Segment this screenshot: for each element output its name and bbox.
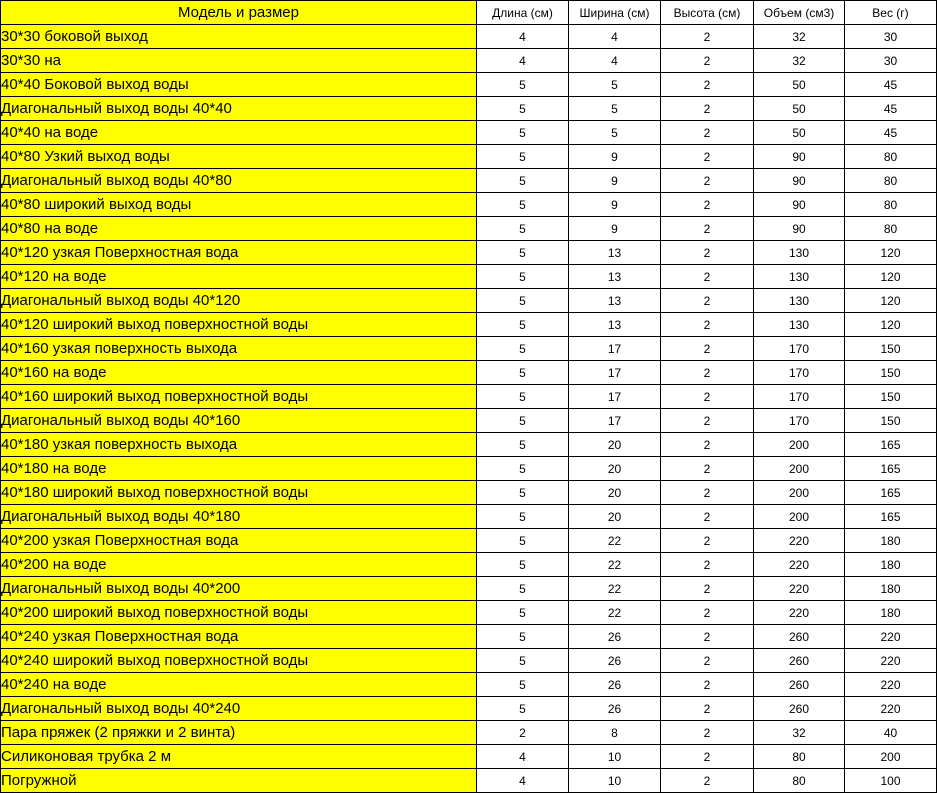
cell-model: 40*40 Боковой выход воды [1,73,477,97]
table-row [1,241,937,265]
cell-model: Диагональный выход воды 40*160 [1,409,477,433]
table-row [1,529,937,553]
cell-height: 2 [661,601,754,625]
header-width: Ширина (см) [569,1,661,25]
cell-model: Диагональный выход воды 40*200 [1,577,477,601]
cell-length: 5 [477,529,569,553]
cell-height: 2 [661,409,754,433]
cell-volume: 200 [754,457,845,481]
cell-width: 20 [569,505,661,529]
cell-volume: 130 [754,265,845,289]
cell-model: Диагональный выход воды 40*80 [1,169,477,193]
cell-volume: 260 [754,649,845,673]
cell-length: 5 [477,337,569,361]
cell-width: 17 [569,409,661,433]
cell-volume: 50 [754,97,845,121]
cell-model: 40*240 узкая Поверхностная вода [1,625,477,649]
cell-weight: 180 [845,553,937,577]
cell-volume: 220 [754,553,845,577]
cell-model: 40*180 широкий выход поверхностной воды [1,481,477,505]
cell-width: 13 [569,265,661,289]
cell-length: 5 [477,313,569,337]
cell-volume: 260 [754,673,845,697]
cell-weight: 30 [845,49,937,73]
cell-width: 13 [569,289,661,313]
cell-volume: 90 [754,217,845,241]
cell-width: 26 [569,697,661,721]
cell-width: 26 [569,625,661,649]
table-row [1,193,937,217]
table-row [1,265,937,289]
table-row [1,601,937,625]
table-row [1,769,937,793]
cell-volume: 130 [754,313,845,337]
cell-height: 2 [661,385,754,409]
cell-volume: 130 [754,241,845,265]
cell-volume: 170 [754,361,845,385]
cell-height: 2 [661,121,754,145]
cell-length: 5 [477,457,569,481]
table-row [1,409,937,433]
table-row [1,49,937,73]
cell-height: 2 [661,25,754,49]
cell-weight: 180 [845,529,937,553]
cell-weight: 120 [845,313,937,337]
cell-volume: 220 [754,577,845,601]
cell-weight: 220 [845,697,937,721]
cell-model: Диагональный выход воды 40*240 [1,697,477,721]
header-length: Длина (см) [477,1,569,25]
cell-width: 5 [569,97,661,121]
cell-length: 4 [477,745,569,769]
cell-model: 40*240 широкий выход поверхностной воды [1,649,477,673]
cell-weight: 45 [845,121,937,145]
cell-weight: 80 [845,193,937,217]
cell-width: 20 [569,457,661,481]
cell-width: 13 [569,241,661,265]
cell-width: 17 [569,361,661,385]
table-row [1,673,937,697]
cell-height: 2 [661,145,754,169]
table-row [1,25,937,49]
table-body [1,25,937,793]
cell-length: 4 [477,49,569,73]
table-row [1,289,937,313]
table-row [1,337,937,361]
cell-height: 2 [661,241,754,265]
cell-length: 5 [477,289,569,313]
cell-model: Диагональный выход воды 40*120 [1,289,477,313]
cell-width: 9 [569,145,661,169]
cell-length: 5 [477,481,569,505]
cell-model: 40*180 на воде [1,457,477,481]
table-row [1,481,937,505]
cell-length: 5 [477,697,569,721]
cell-width: 5 [569,73,661,97]
cell-width: 9 [569,169,661,193]
table-row [1,433,937,457]
cell-length: 5 [477,73,569,97]
cell-weight: 120 [845,289,937,313]
cell-length: 5 [477,577,569,601]
cell-height: 2 [661,673,754,697]
cell-weight: 100 [845,769,937,793]
cell-height: 2 [661,721,754,745]
cell-length: 5 [477,673,569,697]
cell-model: Диагональный выход воды 40*40 [1,97,477,121]
cell-volume: 260 [754,697,845,721]
cell-weight: 45 [845,97,937,121]
cell-width: 22 [569,529,661,553]
table-row [1,385,937,409]
cell-model: 40*120 широкий выход поверхностной воды [1,313,477,337]
table-row [1,169,937,193]
cell-width: 20 [569,481,661,505]
cell-length: 5 [477,145,569,169]
cell-weight: 45 [845,73,937,97]
cell-volume: 220 [754,529,845,553]
table-row [1,457,937,481]
cell-model: 40*120 узкая Поверхностная вода [1,241,477,265]
header-weight: Вес (г) [845,1,937,25]
cell-width: 9 [569,217,661,241]
header-volume: Объем (см3) [754,1,845,25]
table-row [1,745,937,769]
cell-width: 17 [569,385,661,409]
header-model: Модель и размер [1,1,477,25]
cell-volume: 90 [754,169,845,193]
table-row [1,721,937,745]
cell-width: 22 [569,601,661,625]
table-row [1,697,937,721]
cell-height: 2 [661,289,754,313]
cell-model: 40*80 Узкий выход воды [1,145,477,169]
cell-height: 2 [661,745,754,769]
cell-length: 5 [477,601,569,625]
cell-volume: 220 [754,601,845,625]
cell-weight: 150 [845,385,937,409]
cell-height: 2 [661,73,754,97]
cell-weight: 40 [845,721,937,745]
table-row [1,505,937,529]
cell-width: 26 [569,673,661,697]
cell-volume: 50 [754,121,845,145]
table-row [1,217,937,241]
cell-width: 20 [569,433,661,457]
cell-model: 40*160 узкая поверхность выхода [1,337,477,361]
cell-length: 5 [477,265,569,289]
table-row [1,649,937,673]
cell-weight: 80 [845,217,937,241]
cell-width: 10 [569,745,661,769]
cell-height: 2 [661,49,754,73]
cell-width: 26 [569,649,661,673]
cell-weight: 30 [845,25,937,49]
cell-weight: 150 [845,409,937,433]
cell-width: 13 [569,313,661,337]
cell-height: 2 [661,481,754,505]
cell-width: 4 [569,49,661,73]
cell-length: 5 [477,625,569,649]
cell-length: 5 [477,385,569,409]
cell-width: 10 [569,769,661,793]
header-height: Высота (см) [661,1,754,25]
cell-volume: 90 [754,145,845,169]
cell-height: 2 [661,625,754,649]
cell-model: 40*160 на воде [1,361,477,385]
cell-length: 5 [477,169,569,193]
cell-model: 40*240 на воде [1,673,477,697]
cell-width: 4 [569,25,661,49]
cell-width: 8 [569,721,661,745]
cell-height: 2 [661,97,754,121]
cell-weight: 220 [845,625,937,649]
cell-height: 2 [661,457,754,481]
cell-volume: 200 [754,505,845,529]
table-row [1,313,937,337]
cell-weight: 150 [845,337,937,361]
cell-height: 2 [661,697,754,721]
cell-volume: 260 [754,625,845,649]
cell-length: 5 [477,121,569,145]
cell-volume: 170 [754,337,845,361]
cell-volume: 80 [754,745,845,769]
cell-volume: 170 [754,409,845,433]
cell-length: 5 [477,649,569,673]
cell-volume: 200 [754,433,845,457]
cell-model: 30*30 на [1,49,477,73]
cell-length: 5 [477,193,569,217]
cell-length: 5 [477,97,569,121]
cell-volume: 32 [754,25,845,49]
cell-length: 4 [477,25,569,49]
cell-height: 2 [661,649,754,673]
cell-volume: 50 [754,73,845,97]
cell-weight: 80 [845,169,937,193]
cell-weight: 220 [845,649,937,673]
cell-height: 2 [661,529,754,553]
cell-length: 2 [477,721,569,745]
cell-height: 2 [661,169,754,193]
cell-volume: 80 [754,769,845,793]
cell-model: Диагональный выход воды 40*180 [1,505,477,529]
cell-width: 22 [569,577,661,601]
cell-model: Силиконовая трубка 2 м [1,745,477,769]
table-row [1,145,937,169]
cell-model: 40*180 узкая поверхность выхода [1,433,477,457]
cell-weight: 120 [845,265,937,289]
cell-length: 4 [477,769,569,793]
cell-volume: 200 [754,481,845,505]
cell-volume: 170 [754,385,845,409]
cell-length: 5 [477,241,569,265]
cell-model: Пара пряжек (2 пряжки и 2 винта) [1,721,477,745]
cell-weight: 220 [845,673,937,697]
cell-model: 30*30 боковой выход [1,25,477,49]
cell-length: 5 [477,553,569,577]
table-row [1,553,937,577]
table-row [1,97,937,121]
cell-model: 40*80 широкий выход воды [1,193,477,217]
cell-weight: 200 [845,745,937,769]
cell-model: 40*160 широкий выход поверхностной воды [1,385,477,409]
cell-volume: 32 [754,721,845,745]
cell-length: 5 [477,217,569,241]
cell-height: 2 [661,217,754,241]
cell-height: 2 [661,505,754,529]
cell-weight: 165 [845,481,937,505]
cell-model: 40*80 на воде [1,217,477,241]
cell-volume: 90 [754,193,845,217]
cell-length: 5 [477,505,569,529]
cell-model: 40*200 узкая Поверхностная вода [1,529,477,553]
cell-model: 40*40 на воде [1,121,477,145]
cell-model: 40*120 на воде [1,265,477,289]
cell-height: 2 [661,193,754,217]
header-row [1,1,937,25]
cell-height: 2 [661,265,754,289]
cell-weight: 150 [845,361,937,385]
cell-length: 5 [477,409,569,433]
cell-height: 2 [661,553,754,577]
cell-weight: 80 [845,145,937,169]
cell-height: 2 [661,433,754,457]
cell-height: 2 [661,361,754,385]
cell-height: 2 [661,577,754,601]
table-row [1,361,937,385]
cell-model: 40*200 широкий выход поверхностной воды [1,601,477,625]
table-row [1,121,937,145]
cell-width: 17 [569,337,661,361]
cell-height: 2 [661,313,754,337]
cell-length: 5 [477,433,569,457]
table-row [1,577,937,601]
cell-volume: 32 [754,49,845,73]
cell-width: 9 [569,193,661,217]
cell-width: 5 [569,121,661,145]
cell-weight: 165 [845,505,937,529]
cell-weight: 120 [845,241,937,265]
cell-model: 40*200 на воде [1,553,477,577]
cell-height: 2 [661,769,754,793]
cell-height: 2 [661,337,754,361]
cell-model: Погружной [1,769,477,793]
table-row [1,73,937,97]
cell-width: 22 [569,553,661,577]
cell-volume: 130 [754,289,845,313]
cell-weight: 180 [845,601,937,625]
cell-length: 5 [477,361,569,385]
cell-weight: 180 [845,577,937,601]
cell-weight: 165 [845,457,937,481]
cell-weight: 165 [845,433,937,457]
table-row [1,625,937,649]
